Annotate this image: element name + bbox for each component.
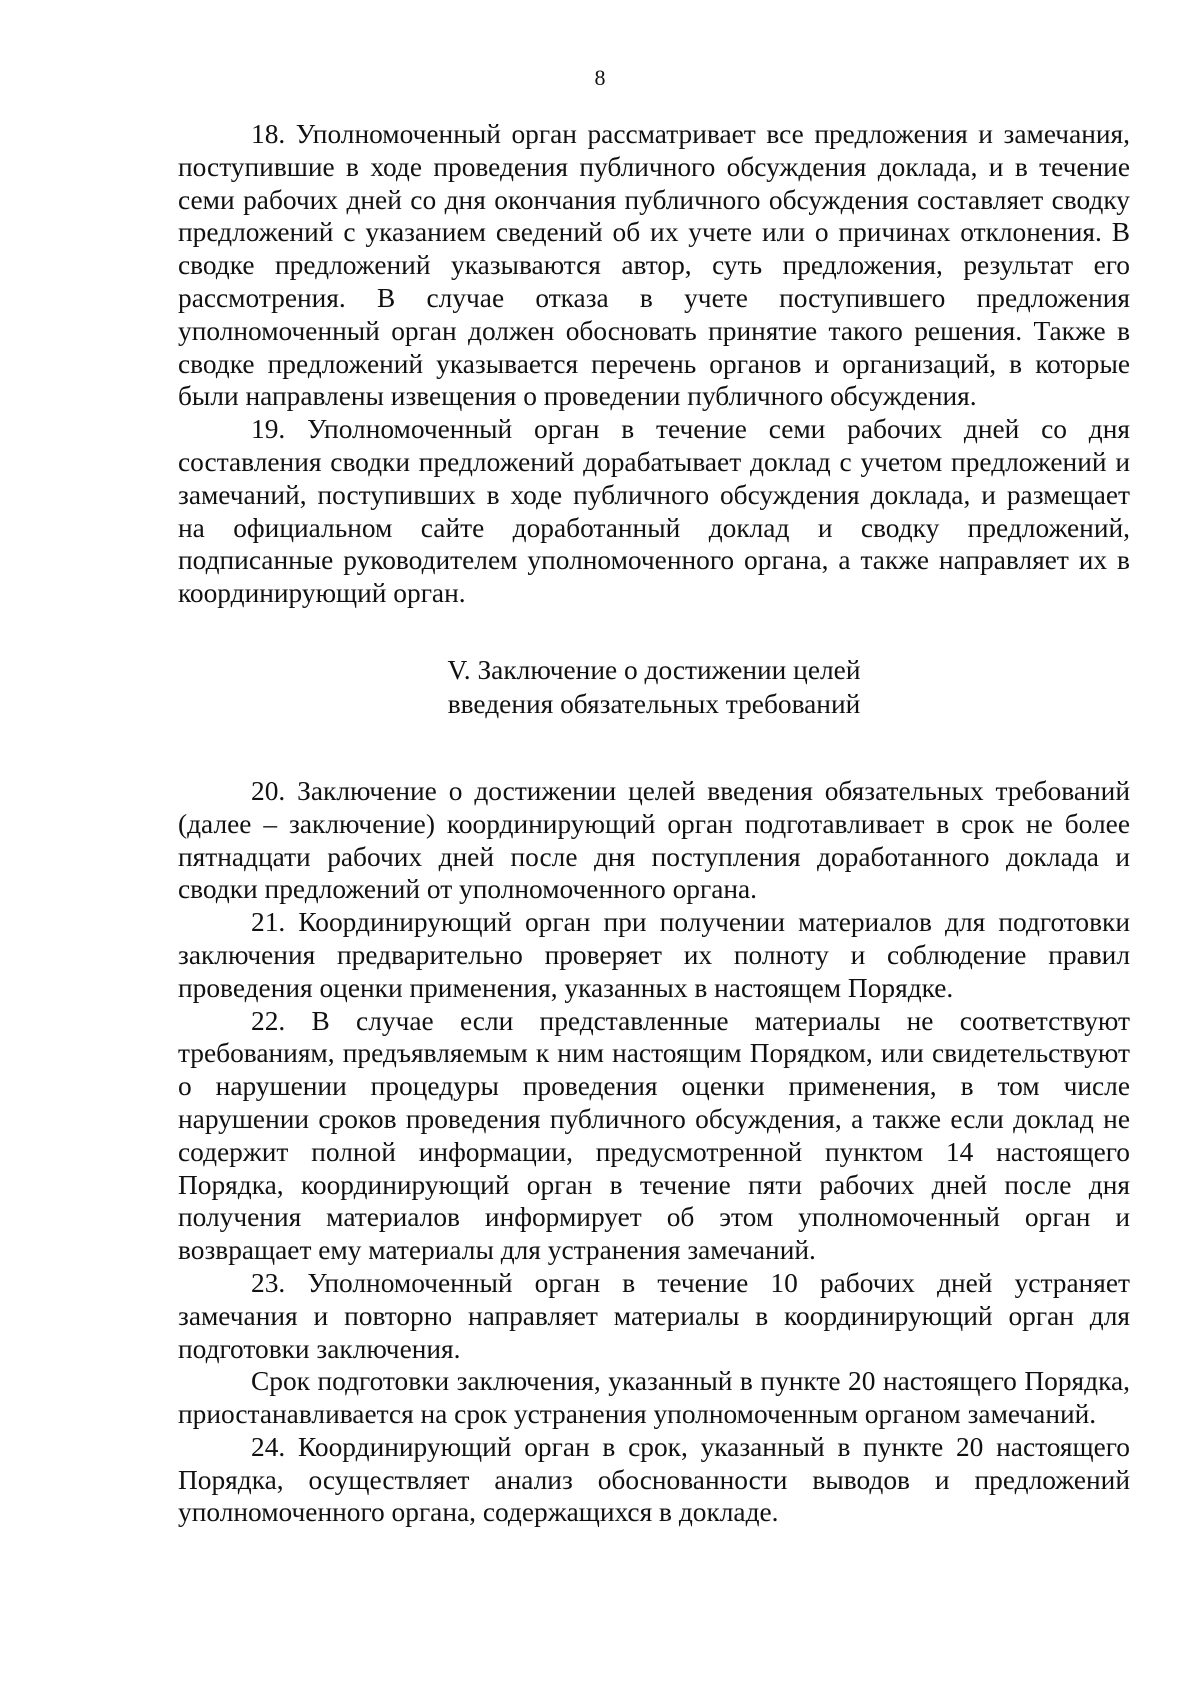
section-heading: [178, 653, 1130, 721]
paragraph-18: 18. Уполномоченный орган рассматривает все предложения и замечания, поступившие в ходе проведения публичного обсуждения доклада, и в течение семи рабочих дней со дня окончания публичного обсуждения составляет сводку предложений с указанием сведений об их учете или о причинах отклонения. В сводке предложений указываются автор, суть предложения, результат его рассмотрения. В случае отказа в учете поступившего предложения уполномоченный орган должен обосновать принятие такого решения. Также в сводке предложений указывается перечень органов и организаций, в которые были направлены извещения о проведении публичного обсуждения.: [178, 119, 1130, 412]
section-heading-line-2: введения обязательных требований: [447, 688, 861, 719]
paragraph-22: 22. В случае если представленные материалы не соответствуют требованиям, предъявляемым к ним настоящим Порядком, или свидетельствуют о нарушении процедуры проведения оценки применения, в том числе нарушении сроков проведения публичного обсуждения, а также если доклад не содержит полной информации, предусмотренной пунктом 14 настоящего Порядка, координирующий орган в течение пяти рабочих дней после дня получения материалов информирует об этом уполномоченный орган и возвращает ему материалы для устранения замечаний.: [178, 1005, 1130, 1266]
paragraph-24: 24. Координирующий орган в срок, указанный в пункте 20 настоящего Порядка, осуществляет анализ обоснованности выводов и предложений уполномоченного органа, содержащихся в докладе.: [178, 1431, 1130, 1528]
page-number: 8: [594, 65, 606, 90]
paragraph-19: 19. Уполномоченный орган в течение семи рабочих дней со дня составления сводки предложений дорабатывает доклад с учетом предложений и замечаний, поступивших в ходе публичного обсуждения доклада, и размещает на официальном сайте доработанный доклад и сводку предложений, подписанные руководителем уполномоченного органа, а также направляет их в координирующий орган.: [178, 414, 1130, 609]
paragraph-23-continuation: Срок подготовки заключения, указанный в пункте 20 настоящего Порядка, приостанавливается на срок устранения уполномоченным органом замечаний.: [178, 1366, 1130, 1430]
paragraph-20: 20. Заключение о достижении целей введения обязательных требований (далее – заключение) координирующий орган подготавливает в срок не более пятнадцати рабочих дней после дня поступления доработанного доклада и сводки предложений от уполномоченного органа.: [178, 775, 1130, 905]
paragraph-21: 21. Координирующий орган при получении материалов для подготовки заключения предварительно проверяет их полноту и соблюдение правил проведения оценки применения, указанных в настоящем Порядке.: [178, 907, 1130, 1003]
paragraph-23: 23. Уполномоченный орган в течение 10 рабочих дней устраняет замечания и повторно направляет материалы в координирующий орган для подготовки заключения.: [178, 1267, 1130, 1364]
page-body: [178, 118, 1130, 1529]
section-heading-line-1: V. Заключение о достижении целей: [447, 654, 861, 685]
